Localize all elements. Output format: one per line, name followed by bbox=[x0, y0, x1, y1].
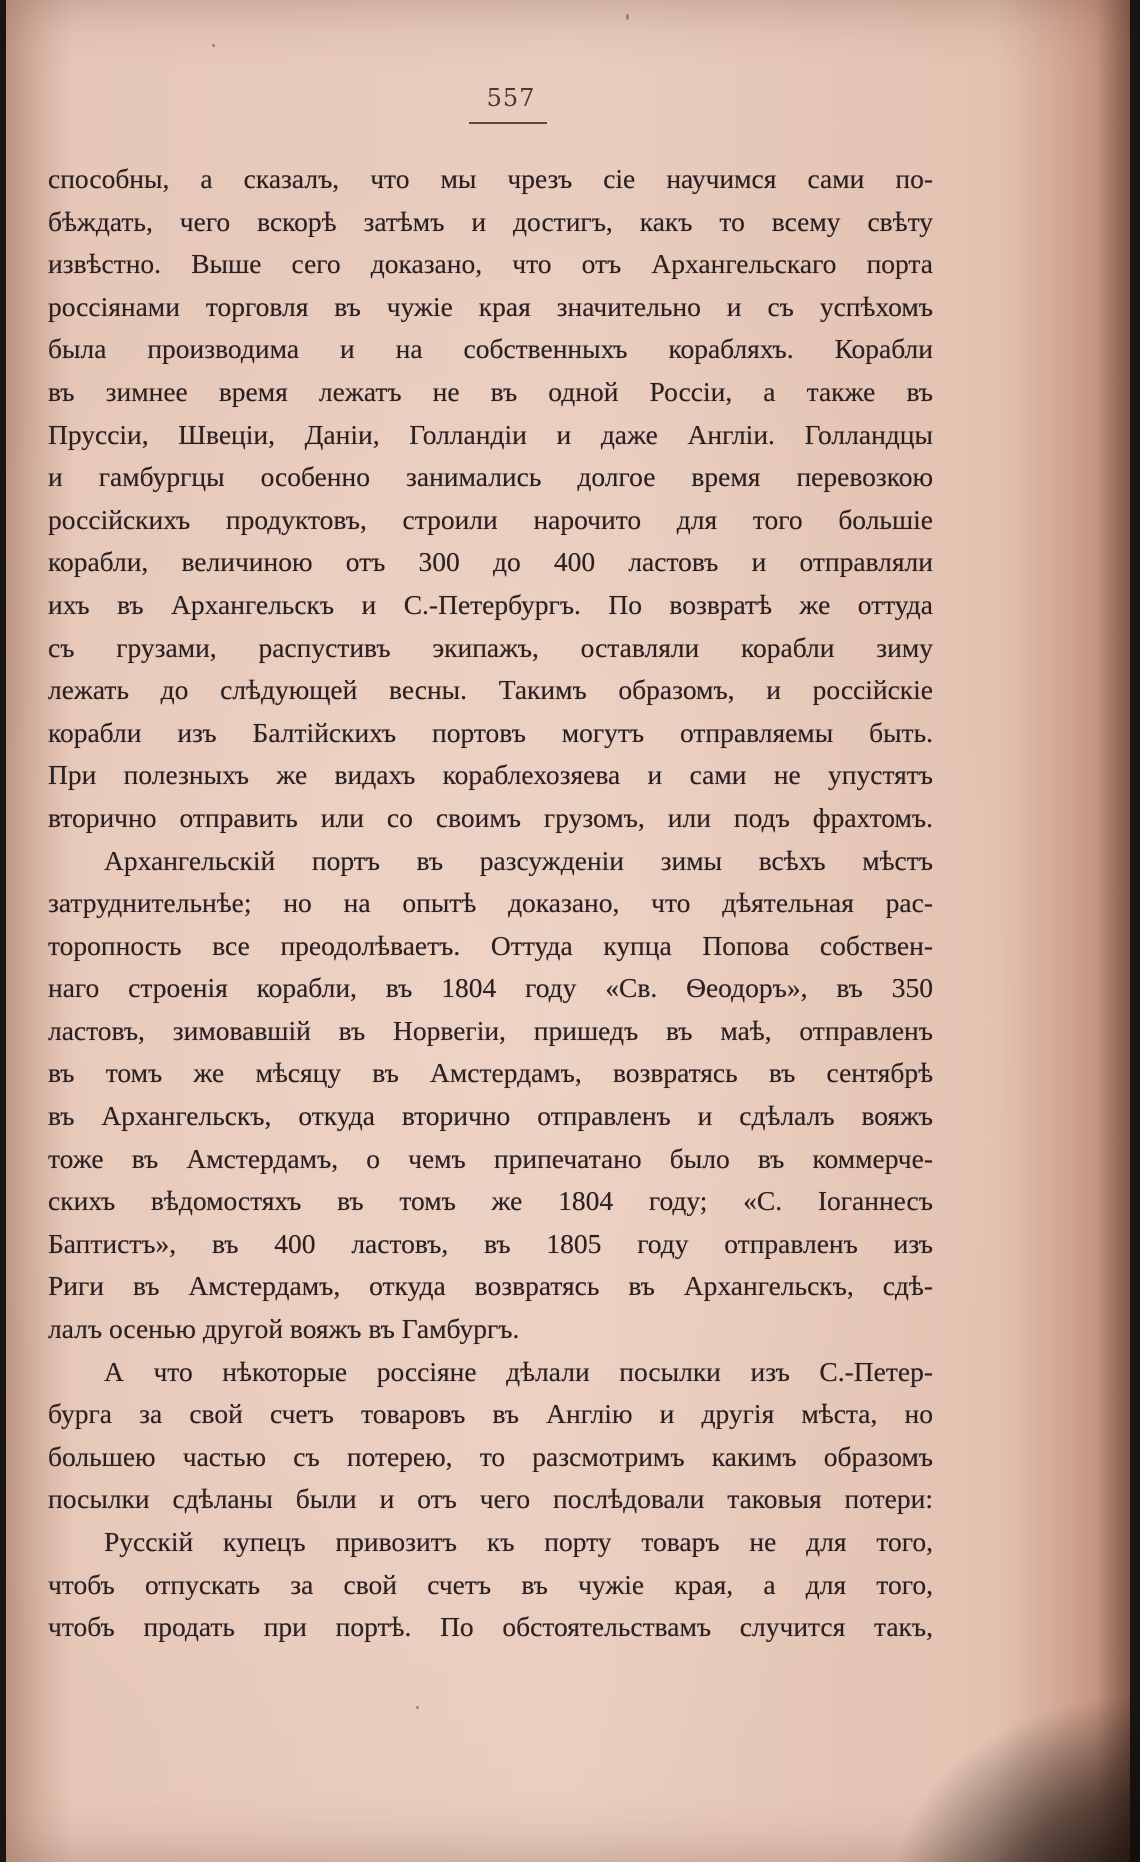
text-line: затруднительнѣе; но на опытѣ доказано, что дѣятельная рас- bbox=[48, 887, 933, 919]
text-line-paragraph-start: А что нѣкоторые россіяне дѣлали посылки изъ С.-Петер- bbox=[104, 1355, 933, 1387]
paper-speck bbox=[626, 14, 629, 20]
text-line: бѣждать, чего вскорѣ затѣмъ и достигъ, какъ то всему свѣту bbox=[48, 205, 933, 237]
text-line: Риги въ Амстердамъ, откуда возвратясь въ Архангельскъ, сдѣ- bbox=[48, 1270, 933, 1302]
page-number: 557 bbox=[486, 84, 536, 112]
text-line: чтобъ отпускать за свой счетъ въ чужіе края, а для того, bbox=[48, 1568, 933, 1600]
text-line: россійскихъ продуктовъ, строили нарочито для того большіе bbox=[48, 503, 933, 535]
text-line: въ Архангельскъ, откуда вторично отправленъ и сдѣлалъ вояжъ bbox=[48, 1100, 933, 1132]
page-number-rule bbox=[469, 122, 547, 124]
paper-sheet bbox=[6, 0, 1130, 1862]
text-line: Баптистъ», въ 400 ластовъ, въ 1805 году отправленъ изъ bbox=[48, 1227, 933, 1259]
text-line: способны, а сказалъ, что мы чрезъ сіе научимся сами по- bbox=[48, 163, 933, 194]
text-line: россіянами торговля въ чужіе края значительно и съ успѣхомъ bbox=[48, 290, 933, 322]
text-line: вторично отправить или со своимъ грузомъ, или подъ фрахтомъ. bbox=[48, 801, 933, 833]
text-line: ихъ въ Архангельскъ и С.-Петербургъ. По возвратѣ же оттуда bbox=[48, 588, 933, 620]
text-line-paragraph-start: Архангельскій портъ въ разсужденіи зимы всѣхъ мѣстъ bbox=[104, 844, 933, 876]
text-line: Пруссіи, Швеціи, Даніи, Голландіи и даже Англіи. Голландцы bbox=[48, 418, 933, 450]
paper-speck bbox=[212, 44, 215, 47]
text-line: тоже въ Амстердамъ, о чемъ припечатано было въ коммерче- bbox=[48, 1142, 933, 1174]
text-line: скихъ вѣдомостяхъ въ томъ же 1804 году; «С. Іоганнесъ bbox=[48, 1185, 933, 1217]
text-line: и гамбургцы особенно занимались долгое время перевозкою bbox=[48, 461, 933, 493]
text-line: чтобъ продать при портѣ. По обстоятельствамъ случится такъ, bbox=[48, 1611, 933, 1643]
text-line-paragraph-end: лалъ осенью другой вояжъ въ Гамбургъ. bbox=[48, 1313, 520, 1345]
text-line-paragraph-start: Русскій купецъ привозитъ къ порту товаръ не для того, bbox=[104, 1526, 933, 1557]
text-line: лежать до слѣдующей весны. Такимъ образомъ, и россійскіе bbox=[48, 674, 933, 706]
text-line: ластовъ, зимовавшій въ Норвегіи, пришедъ въ маѣ, отправленъ bbox=[48, 1014, 933, 1046]
text-line: бурга за свой счетъ товаровъ въ Англію и другія мѣста, но bbox=[48, 1398, 933, 1430]
text-line: была производима и на собственныхъ корабляхъ. Корабли bbox=[48, 333, 933, 365]
text-line: При полезныхъ же видахъ кораблехозяева и сами не упустятъ bbox=[48, 759, 933, 791]
text-line: въ зимнее время лежатъ не въ одной Россіи, а также въ bbox=[48, 375, 933, 407]
text-line: торопность все преодолѣваетъ. Оттуда купца Попова собствен- bbox=[48, 929, 933, 961]
paper-speck bbox=[416, 1706, 419, 1709]
text-line: наго строенія корабли, въ 1804 году «Св. Ѳеодоръ», въ 350 bbox=[48, 972, 933, 1004]
text-line: въ томъ же мѣсяцу въ Амстердамъ, возвратясь въ сентябрѣ bbox=[48, 1057, 933, 1089]
text-line: извѣстно. Выше сего доказано, что отъ Архангельскаго порта bbox=[48, 248, 933, 280]
body-text bbox=[48, 158, 933, 1649]
text-line: корабли изъ Балтійскихъ портовъ могутъ отправляемы быть. bbox=[48, 716, 933, 748]
text-line: съ грузами, распустивъ экипажъ, оставляли корабли зиму bbox=[48, 631, 933, 663]
text-line: корабли, величиною отъ 300 до 400 ластовъ и отправляли bbox=[48, 546, 933, 578]
text-line: большею частью съ потерею, то разсмотримъ какимъ образомъ bbox=[48, 1440, 933, 1472]
text-line: посылки сдѣланы были и отъ чего послѣдовали таковыя потери: bbox=[48, 1483, 933, 1515]
